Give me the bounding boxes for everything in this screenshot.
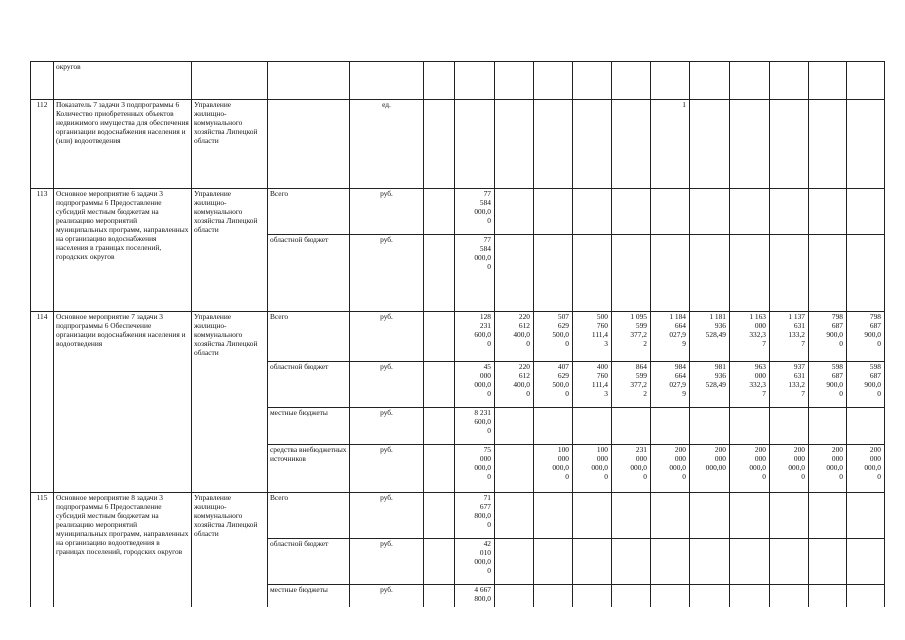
source-value: 200 000 000,0 0: [847, 445, 885, 493]
source-value: 200 000 000,0 0: [651, 445, 690, 493]
source-label: Всего: [268, 312, 350, 362]
source-label: местные бюджеты: [268, 408, 350, 445]
source-value: 200 000 000,0 0: [770, 445, 809, 493]
source-value: 128 231 600,0 0: [455, 312, 495, 362]
source-unit: руб.: [350, 189, 424, 235]
source-value: 798 687 900,0 0: [809, 312, 847, 362]
row-value: 1: [651, 100, 690, 189]
source-value: 598 687 900,0 0: [847, 362, 885, 408]
source-value: 45 000 000,0 0: [455, 362, 495, 408]
source-total: 71 677 800,0 0: [455, 493, 495, 539]
source-value: 984 664 027,9 9: [651, 362, 690, 408]
source-value: 981 936 528,49: [690, 362, 730, 408]
source-value: 400 760 111,4 3: [573, 362, 612, 408]
row-number: 115: [31, 493, 54, 607]
source-total: 77 584 000,0 0: [455, 235, 495, 312]
source-value: 200 000 000,00: [690, 445, 730, 493]
source-unit: руб.: [350, 585, 424, 607]
source-label: областной бюджет: [268, 235, 350, 312]
source-value: 220 612 400,0 0: [495, 362, 534, 408]
table-row: [31, 100, 885, 189]
row-number: 113: [31, 189, 54, 312]
row-executor: Управление жилищно-коммунального хозяйства Липецкой области: [192, 100, 268, 189]
source-label: средства внебюджетных источников: [268, 445, 350, 493]
source-value: 1 163 000 332,3 7: [730, 312, 770, 362]
source-value: 1 181 936 528,49: [690, 312, 730, 362]
row-name: Основное мероприятие 6 задачи 3 подпрограммы 6 Предоставление субсидий местным бюджетам на реализацию мероприятий муниципальных программ, направленных на организацию водоснабжения населения в границах поселений, городских округов: [54, 189, 192, 312]
source-label: местные бюджеты: [268, 585, 350, 607]
source-value: 500 760 111,4 3: [573, 312, 612, 362]
source-value: 507 629 500,0 0: [534, 312, 573, 362]
source-value: 100 000 000,0 0: [573, 445, 612, 493]
row-executor: Управление жилищно-коммунального хозяйства Липецкой области: [192, 312, 268, 493]
source-value: 220 612 400,0 0: [495, 312, 534, 362]
source-label: Всего: [268, 189, 350, 235]
source-total: 77 584 000,0 0: [455, 189, 495, 235]
source-value: 8 231 600,0 0: [455, 408, 495, 445]
table-row: [31, 312, 885, 362]
budget-table-page: [30, 61, 884, 607]
source-label: областной бюджет: [268, 539, 350, 585]
source-value: 75 000 000,0 0: [455, 445, 495, 493]
row-number: 114: [31, 312, 54, 493]
source-value: 407 629 500,0 0: [534, 362, 573, 408]
row-name: округов: [54, 62, 192, 100]
table-row: [31, 189, 885, 235]
source-unit: руб.: [350, 408, 424, 445]
row-name: Показатель 7 задачи 3 подпрограммы 6 Количество приобретенных объектов недвижимого имущества для обеспечения организации водоснабжения населения и (или) водоотведения: [54, 100, 192, 189]
source-value: 231 000 000,0 0: [612, 445, 651, 493]
source-unit: руб.: [350, 312, 424, 362]
row-executor: Управление жилищно-коммунального хозяйства Липецкой области: [192, 189, 268, 312]
source-value: 100 000 000,0 0: [534, 445, 573, 493]
row-executor: Управление жилищно-коммунального хозяйства Липецкой области: [192, 493, 268, 607]
source-label: Всего: [268, 493, 350, 539]
row-name: Основное мероприятие 8 задачи 3 подпрограммы 6 Предоставление субсидий местным бюджетам на реализацию мероприятий муниципальных программ, направленных на организацию водоотведения в границах поселений, городских округов: [54, 493, 192, 607]
row-number: 112: [31, 100, 54, 189]
source-total: 4 667 800,0: [455, 585, 495, 607]
source-value: 1 095 599 377,2 2: [612, 312, 651, 362]
source-value: [495, 445, 534, 493]
source-value: 1 184 664 027,9 9: [651, 312, 690, 362]
source-value: 200 000 000,0 0: [730, 445, 770, 493]
source-value: 937 631 133,2 7: [770, 362, 809, 408]
source-label: областной бюджет: [268, 362, 350, 408]
source-unit: руб.: [350, 235, 424, 312]
source-value: 963 000 332,3 7: [730, 362, 770, 408]
source-value: 200 000 000,0 0: [809, 445, 847, 493]
source-unit: руб.: [350, 362, 424, 408]
row-name: Основное мероприятие 7 задачи 3 подпрограммы 6 Обеспечение организации водоснабжения населения и водоотведения: [54, 312, 192, 493]
source-value: 1 137 631 133,2 7: [770, 312, 809, 362]
table-row: [31, 62, 885, 100]
source-value: 598 687 900,0 0: [809, 362, 847, 408]
source-value: 864 599 377,2 2: [612, 362, 651, 408]
source-unit: руб.: [350, 539, 424, 585]
source-unit: руб.: [350, 445, 424, 493]
source-unit: руб.: [350, 493, 424, 539]
source-total: 42 010 000,0 0: [455, 539, 495, 585]
table-row: [31, 493, 885, 539]
budget-table: [30, 61, 885, 607]
source-value: 798 687 900,0 0: [847, 312, 885, 362]
row-unit: ед.: [350, 100, 424, 189]
